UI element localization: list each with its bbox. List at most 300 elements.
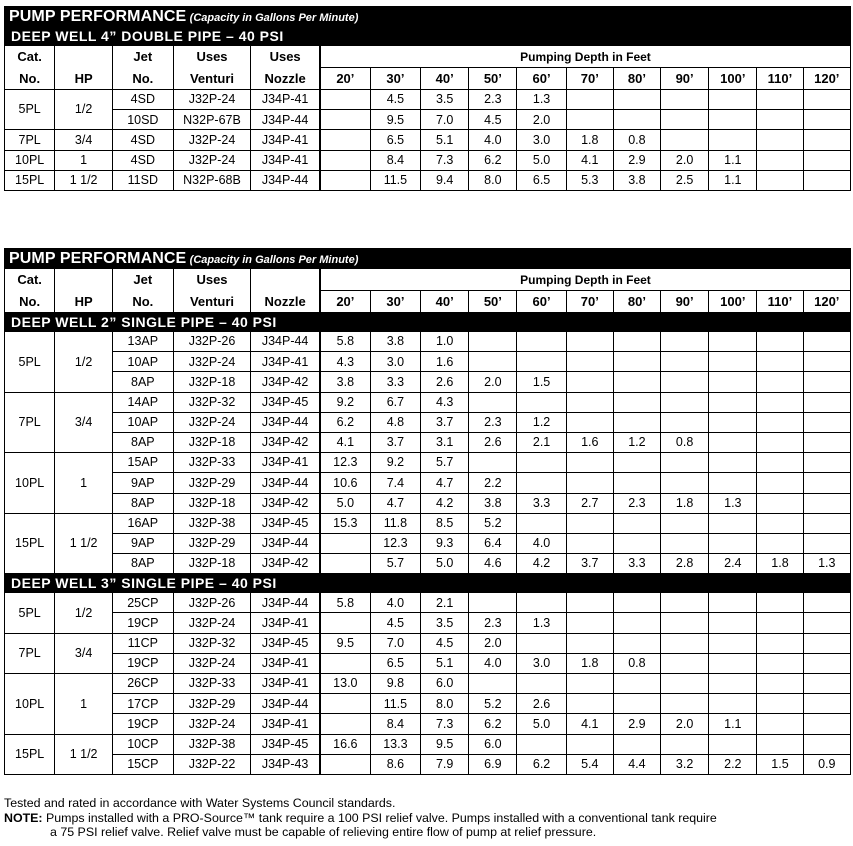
cell-capacity: 7.3 (421, 714, 469, 734)
table-title-main: PUMP PERFORMANCE (9, 249, 187, 267)
cell-capacity (757, 453, 803, 473)
table-title (5, 249, 851, 269)
cell-venturi: J32P-24 (173, 653, 251, 673)
cell-capacity: 4.3 (320, 352, 370, 372)
cell-capacity (469, 593, 517, 613)
cell-cat-no: 15PL (5, 513, 55, 574)
cell-capacity (661, 533, 709, 553)
cell-nozzle: J34P-41 (251, 453, 320, 473)
cell-capacity (709, 613, 757, 633)
cell-capacity: 5.2 (469, 513, 517, 533)
cell-capacity: 1.2 (613, 432, 660, 452)
footer-tested-line: Tested and rated in accordance with Water Systems Council standards. (4, 796, 396, 810)
header-nozzle-top: Uses (251, 46, 320, 68)
cell-capacity (661, 513, 709, 533)
header-depth: 100’ (709, 68, 757, 90)
cell-capacity: 4.6 (469, 554, 517, 574)
cell-capacity: 5.2 (469, 694, 517, 714)
cell-capacity: 10.6 (320, 473, 370, 493)
cell-hp: 1/2 (55, 593, 113, 633)
cell-capacity: 13.3 (370, 734, 420, 754)
cell-capacity (613, 90, 660, 110)
table-row (5, 554, 851, 574)
cell-nozzle: J34P-41 (251, 130, 320, 150)
table-row (5, 653, 851, 673)
cell-capacity (709, 593, 757, 613)
cell-cat-no: 5PL (5, 593, 55, 633)
cell-capacity: 9.8 (370, 674, 420, 694)
cell-venturi: J32P-24 (173, 613, 251, 633)
cell-capacity (566, 372, 613, 392)
cell-capacity (661, 412, 709, 432)
cell-capacity (566, 593, 613, 613)
cell-capacity (613, 674, 660, 694)
cell-capacity: 11.8 (370, 513, 420, 533)
footer-note (4, 811, 850, 840)
cell-cat-no: 15PL (5, 734, 55, 774)
table-row (5, 513, 851, 533)
cell-capacity: 6.2 (517, 754, 566, 774)
cell-capacity: 2.3 (469, 90, 517, 110)
cell-capacity (566, 533, 613, 553)
cell-capacity: 5.0 (517, 150, 566, 170)
cell-capacity: 3.7 (421, 412, 469, 432)
cell-capacity: 2.0 (517, 110, 566, 130)
cell-jet-no: 19CP (112, 653, 173, 673)
cell-capacity: 3.5 (421, 90, 469, 110)
cell-venturi: J32P-33 (173, 453, 251, 473)
cell-capacity (757, 593, 803, 613)
cell-capacity (613, 593, 660, 613)
cell-capacity: 9.4 (421, 170, 469, 190)
cell-jet-no: 16AP (112, 513, 173, 533)
cell-capacity: 1.2 (517, 412, 566, 432)
cell-capacity (566, 90, 613, 110)
cell-venturi: J32P-38 (173, 513, 251, 533)
cell-nozzle: J34P-41 (251, 674, 320, 694)
cell-hp: 1 (55, 150, 113, 170)
cell-capacity: 11.5 (370, 170, 420, 190)
cell-jet-no: 4SD (112, 130, 173, 150)
cell-nozzle: J34P-44 (251, 170, 320, 190)
cell-capacity (803, 372, 850, 392)
cell-capacity (803, 633, 850, 653)
table-row (5, 392, 851, 412)
cell-capacity (709, 412, 757, 432)
cell-capacity (803, 150, 850, 170)
cell-capacity: 1.6 (566, 432, 613, 452)
cell-venturi: J32P-26 (173, 332, 251, 352)
cell-jet-no: 8AP (112, 554, 173, 574)
cell-venturi: J32P-22 (173, 754, 251, 774)
table-row (5, 533, 851, 553)
table-row (5, 332, 851, 352)
cell-capacity: 5.0 (517, 714, 566, 734)
cell-capacity: 2.4 (709, 554, 757, 574)
cell-capacity: 13.0 (320, 674, 370, 694)
cell-capacity (613, 372, 660, 392)
cell-capacity: 9.5 (421, 734, 469, 754)
cell-capacity: 7.4 (370, 473, 420, 493)
cell-capacity (566, 352, 613, 372)
cell-capacity (757, 332, 803, 352)
cell-capacity (709, 533, 757, 553)
cell-hp: 3/4 (55, 392, 113, 453)
cell-capacity (517, 593, 566, 613)
header-hp-top (55, 269, 113, 291)
cell-capacity: 1.1 (709, 170, 757, 190)
cell-capacity (517, 513, 566, 533)
cell-capacity: 7.0 (370, 633, 420, 653)
cell-capacity: 1.3 (709, 493, 757, 513)
header-jet-top: Jet (112, 269, 173, 291)
cell-hp: 3/4 (55, 130, 113, 150)
cell-capacity (320, 554, 370, 574)
cell-venturi: N32P-68B (173, 170, 251, 190)
cell-capacity (803, 493, 850, 513)
cell-capacity (566, 110, 613, 130)
cell-capacity (757, 110, 803, 130)
cell-capacity: 15.3 (320, 513, 370, 533)
cell-capacity (469, 332, 517, 352)
cell-capacity (517, 453, 566, 473)
cell-capacity (517, 352, 566, 372)
cell-capacity: 1.8 (566, 653, 613, 673)
cell-capacity: 5.8 (320, 332, 370, 352)
cell-capacity (709, 392, 757, 412)
cell-capacity: 12.3 (370, 533, 420, 553)
cell-capacity (661, 453, 709, 473)
header-depth: 70’ (566, 68, 613, 90)
cell-capacity (517, 392, 566, 412)
cell-capacity (517, 633, 566, 653)
cell-capacity (803, 674, 850, 694)
cell-capacity: 2.0 (469, 633, 517, 653)
cell-capacity: 5.3 (566, 170, 613, 190)
cell-jet-no: 10AP (112, 412, 173, 432)
header-jet-bottom: No. (112, 291, 173, 313)
cell-jet-no: 15CP (112, 754, 173, 774)
cell-capacity: 6.4 (469, 533, 517, 553)
cell-nozzle: J34P-45 (251, 633, 320, 653)
cell-capacity: 2.5 (661, 170, 709, 190)
header-depth: 120’ (803, 291, 850, 313)
pump-performance-table-4in-double-pipe (4, 6, 851, 191)
header-depth: 110’ (757, 291, 803, 313)
cell-capacity: 4.2 (517, 554, 566, 574)
cell-capacity (803, 653, 850, 673)
cell-capacity: 12.3 (320, 453, 370, 473)
cell-capacity (566, 453, 613, 473)
header-cat-bottom: No. (5, 291, 55, 313)
cell-capacity: 5.7 (370, 554, 420, 574)
cell-hp: 1 (55, 674, 113, 735)
cell-capacity: 3.5 (421, 613, 469, 633)
cell-capacity (757, 352, 803, 372)
cell-jet-no: 13AP (112, 332, 173, 352)
cell-capacity (469, 392, 517, 412)
cell-capacity (803, 453, 850, 473)
cell-capacity (803, 110, 850, 130)
table-row (5, 754, 851, 774)
cell-capacity (320, 714, 370, 734)
cell-jet-no: 17CP (112, 694, 173, 714)
cell-capacity (320, 613, 370, 633)
cell-capacity (709, 453, 757, 473)
cell-hp: 1 1/2 (55, 513, 113, 574)
cell-capacity: 7.3 (421, 150, 469, 170)
cell-capacity: 2.2 (469, 473, 517, 493)
header-depth: 80’ (613, 291, 660, 313)
cell-capacity: 1.0 (421, 332, 469, 352)
cell-capacity: 1.1 (709, 714, 757, 734)
table-row (5, 170, 851, 190)
cell-capacity: 4.0 (517, 533, 566, 553)
cell-capacity: 5.0 (421, 554, 469, 574)
footer-note-label: NOTE: (4, 810, 43, 825)
cell-jet-no: 8AP (112, 372, 173, 392)
cell-capacity: 4.5 (469, 110, 517, 130)
cell-nozzle: J34P-44 (251, 332, 320, 352)
cell-capacity: 4.8 (370, 412, 420, 432)
cell-hp: 1 (55, 453, 113, 514)
cell-nozzle: J34P-42 (251, 432, 320, 452)
cell-jet-no: 11CP (112, 633, 173, 653)
cell-capacity (517, 473, 566, 493)
cell-capacity: 8.6 (370, 754, 420, 774)
cell-capacity: 1.1 (709, 150, 757, 170)
cell-capacity (803, 352, 850, 372)
cell-venturi: J32P-33 (173, 674, 251, 694)
cell-capacity: 6.0 (421, 674, 469, 694)
cell-venturi: J32P-24 (173, 352, 251, 372)
cell-jet-no: 11SD (112, 170, 173, 190)
cell-capacity: 2.3 (469, 412, 517, 432)
cell-capacity (613, 613, 660, 633)
table-row (5, 674, 851, 694)
cell-venturi: J32P-18 (173, 372, 251, 392)
cell-nozzle: J34P-44 (251, 110, 320, 130)
header-depth: 100’ (709, 291, 757, 313)
cell-capacity (803, 170, 850, 190)
cell-cat-no: 10PL (5, 674, 55, 735)
cell-capacity (709, 432, 757, 452)
cell-capacity: 2.7 (566, 493, 613, 513)
cell-capacity (566, 613, 613, 633)
cell-capacity: 3.8 (320, 372, 370, 392)
cell-nozzle: J34P-44 (251, 593, 320, 613)
cell-venturi: J32P-26 (173, 593, 251, 613)
cell-capacity (709, 633, 757, 653)
cell-capacity (661, 110, 709, 130)
header-pumping-depth: Pumping Depth in Feet (320, 269, 851, 291)
cell-nozzle: J34P-41 (251, 90, 320, 110)
cell-venturi: J32P-32 (173, 633, 251, 653)
header-depth: 90’ (661, 68, 709, 90)
cell-capacity (320, 653, 370, 673)
cell-cat-no: 7PL (5, 633, 55, 673)
cell-venturi: J32P-18 (173, 554, 251, 574)
table-title-subtitle: (Capacity in Gallons Per Minute) (189, 11, 359, 24)
cell-capacity (757, 714, 803, 734)
cell-capacity: 4.1 (320, 432, 370, 452)
cell-capacity: 1.8 (661, 493, 709, 513)
cell-capacity: 8.0 (469, 170, 517, 190)
cell-capacity: 5.1 (421, 653, 469, 673)
cell-capacity (661, 473, 709, 493)
cell-capacity (757, 533, 803, 553)
cell-capacity: 3.2 (661, 754, 709, 774)
header-hp: HP (55, 68, 113, 90)
cell-capacity: 9.3 (421, 533, 469, 553)
cell-capacity: 3.0 (370, 352, 420, 372)
cell-cat-no: 5PL (5, 90, 55, 130)
cell-capacity: 1.8 (757, 554, 803, 574)
cell-capacity: 2.3 (613, 493, 660, 513)
cell-capacity (566, 734, 613, 754)
cell-capacity: 1.6 (421, 352, 469, 372)
cell-capacity (757, 130, 803, 150)
header-depth: 110’ (757, 68, 803, 90)
header-depth: 20’ (320, 291, 370, 313)
cell-capacity: 8.4 (370, 714, 420, 734)
table-row (5, 110, 851, 130)
header-depth: 90’ (661, 291, 709, 313)
cell-jet-no: 15AP (112, 453, 173, 473)
cell-hp: 3/4 (55, 633, 113, 673)
cell-capacity: 1.8 (566, 130, 613, 150)
cell-capacity: 4.3 (421, 392, 469, 412)
cell-capacity: 8.4 (370, 150, 420, 170)
cell-capacity: 2.6 (421, 372, 469, 392)
cell-capacity (613, 734, 660, 754)
cell-capacity (566, 633, 613, 653)
header-depth: 120’ (803, 68, 850, 90)
cell-hp: 1 1/2 (55, 734, 113, 774)
header-hp: HP (55, 291, 113, 313)
cell-capacity: 4.0 (370, 593, 420, 613)
footer-note-text-1: Pumps installed with a PRO-Source™ tank require a 100 PSI relief valve. Pumps installed with a conventional tank require (42, 810, 717, 825)
cell-capacity: 3.7 (566, 554, 613, 574)
table-row (5, 633, 851, 653)
table-row (5, 714, 851, 734)
section-header-row (5, 574, 851, 593)
cell-nozzle: J34P-42 (251, 372, 320, 392)
cell-capacity: 1.3 (803, 554, 850, 574)
cell-capacity: 2.6 (517, 694, 566, 714)
cell-nozzle: J34P-44 (251, 533, 320, 553)
cell-venturi: J32P-24 (173, 130, 251, 150)
cell-capacity (803, 613, 850, 633)
header-cat-top: Cat. (5, 269, 55, 291)
cell-nozzle: J34P-45 (251, 734, 320, 754)
header-nozzle-top (251, 269, 320, 291)
section-title: DEEP WELL 2” SINGLE PIPE – 40 PSI (5, 313, 851, 332)
cell-capacity (661, 392, 709, 412)
cell-venturi: J32P-32 (173, 392, 251, 412)
cell-capacity (757, 170, 803, 190)
cell-capacity: 6.2 (469, 714, 517, 734)
cell-capacity (613, 392, 660, 412)
cell-capacity (803, 412, 850, 432)
cell-capacity (757, 412, 803, 432)
cell-capacity (613, 473, 660, 493)
cell-nozzle: J34P-41 (251, 653, 320, 673)
cell-capacity (661, 130, 709, 150)
cell-capacity (613, 633, 660, 653)
cell-capacity (709, 130, 757, 150)
cell-capacity: 9.5 (320, 633, 370, 653)
cell-capacity (757, 734, 803, 754)
cell-jet-no: 19CP (112, 613, 173, 633)
cell-capacity (469, 352, 517, 372)
cell-capacity: 6.0 (469, 734, 517, 754)
cell-capacity (517, 332, 566, 352)
table-title-subtitle: (Capacity in Gallons Per Minute) (189, 253, 359, 266)
header-depth: 30’ (370, 291, 420, 313)
cell-capacity: 6.9 (469, 754, 517, 774)
header-depth: 40’ (421, 291, 469, 313)
cell-capacity: 16.6 (320, 734, 370, 754)
cell-nozzle: J34P-44 (251, 694, 320, 714)
cell-capacity: 3.8 (613, 170, 660, 190)
header-depth: 30’ (370, 68, 420, 90)
cell-hp: 1/2 (55, 332, 113, 393)
cell-capacity: 3.3 (370, 372, 420, 392)
cell-cat-no: 10PL (5, 150, 55, 170)
cell-capacity: 4.7 (370, 493, 420, 513)
cell-capacity (661, 633, 709, 653)
cell-capacity (803, 533, 850, 553)
cell-venturi: J32P-29 (173, 533, 251, 553)
cell-venturi: J32P-18 (173, 432, 251, 452)
cell-jet-no: 8AP (112, 493, 173, 513)
cell-cat-no: 7PL (5, 392, 55, 453)
header-depth: 60’ (517, 68, 566, 90)
table-row (5, 412, 851, 432)
table-row (5, 593, 851, 613)
cell-capacity (661, 90, 709, 110)
cell-capacity: 9.2 (370, 453, 420, 473)
cell-capacity: 3.7 (370, 432, 420, 452)
cell-capacity: 11.5 (370, 694, 420, 714)
cell-capacity: 5.1 (421, 130, 469, 150)
cell-capacity (803, 513, 850, 533)
cell-capacity (757, 150, 803, 170)
cell-capacity: 6.2 (469, 150, 517, 170)
header-venturi-bottom: Venturi (173, 68, 251, 90)
section-title: DEEP WELL 3” SINGLE PIPE – 40 PSI (5, 574, 851, 593)
cell-capacity (757, 392, 803, 412)
table-row (5, 694, 851, 714)
cell-jet-no: 9AP (112, 533, 173, 553)
cell-nozzle: J34P-45 (251, 513, 320, 533)
header-venturi-top: Uses (173, 269, 251, 291)
cell-capacity (803, 714, 850, 734)
cell-capacity (320, 90, 370, 110)
cell-capacity: 4.1 (566, 150, 613, 170)
cell-capacity: 5.4 (566, 754, 613, 774)
header-jet-bottom: No. (112, 68, 173, 90)
cell-jet-no: 9AP (112, 473, 173, 493)
cell-venturi: N32P-67B (173, 110, 251, 130)
pump-performance-table-single-pipe (4, 248, 851, 775)
cell-capacity (613, 533, 660, 553)
header-hp-top (55, 46, 113, 68)
cell-capacity (757, 473, 803, 493)
cell-capacity (803, 130, 850, 150)
cell-jet-no: 19CP (112, 714, 173, 734)
